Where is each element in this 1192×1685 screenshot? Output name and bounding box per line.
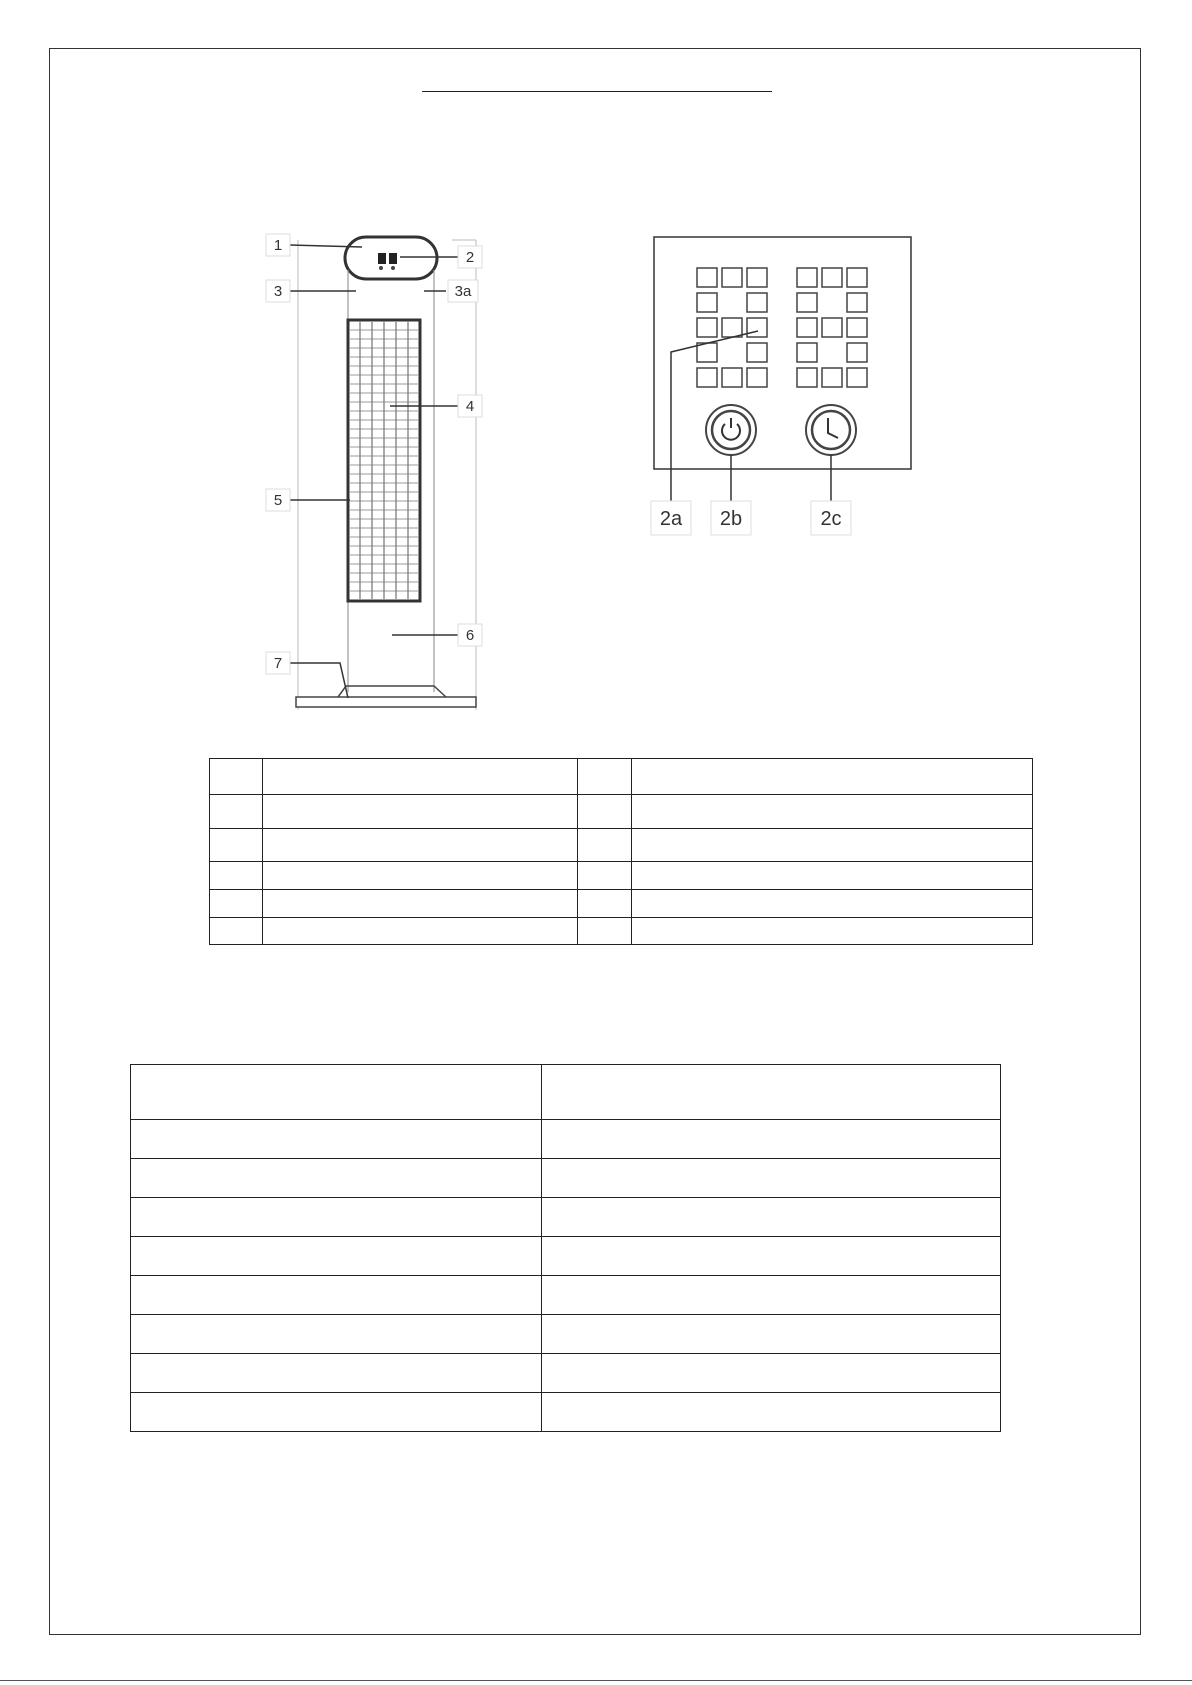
svg-text:3a: 3a: [454, 283, 472, 300]
display-segment: [697, 293, 717, 312]
display-segment: [722, 268, 742, 287]
table-row: [131, 1315, 1001, 1354]
callout-3: [266, 280, 290, 302]
display-segment: [797, 268, 817, 287]
display-segment: [797, 318, 817, 337]
table-row: [131, 1198, 1001, 1237]
table-row: [210, 759, 1033, 795]
display-segment: [847, 368, 867, 387]
svg-text:2a: 2a: [659, 508, 683, 530]
svg-text:4: 4: [465, 398, 475, 415]
table-row: [210, 862, 1033, 890]
display-segment: [747, 293, 767, 312]
display-segment: [797, 293, 817, 312]
svg-text:7: 7: [273, 655, 283, 672]
callout-4: [458, 395, 482, 417]
callout-5: [266, 489, 290, 511]
display-segment: [722, 368, 742, 387]
table-row: [131, 1237, 1001, 1276]
display-segment: [847, 343, 867, 362]
callout-2b: [711, 501, 751, 535]
parts-table: [209, 758, 1033, 945]
control-panel-detail: [651, 237, 911, 535]
control-panel-frame: [654, 237, 911, 469]
display-segment: [697, 343, 717, 362]
table-row: [210, 795, 1033, 829]
callout-1: [266, 234, 290, 256]
display-segment: [697, 268, 717, 287]
callout-2: [458, 246, 482, 268]
table-row: [131, 1354, 1001, 1393]
table-row: [131, 1393, 1001, 1432]
svg-text:1: 1: [273, 237, 283, 254]
power-icon: [706, 405, 756, 455]
display-segment: [797, 343, 817, 362]
callout-2a: [651, 501, 691, 535]
specifications-table: [130, 1064, 1001, 1432]
display-segment: [747, 268, 767, 287]
display-segment: [822, 368, 842, 387]
display-segment: [747, 368, 767, 387]
callout-7: [266, 652, 290, 674]
table-row: [131, 1120, 1001, 1159]
clock-icon: [806, 405, 856, 455]
display-segment: [697, 318, 717, 337]
display-digit-left: [697, 268, 767, 387]
svg-text:2b: 2b: [719, 508, 743, 530]
table-row: [131, 1276, 1001, 1315]
display-segment: [797, 368, 817, 387]
svg-text:6: 6: [465, 627, 475, 644]
table-row: [131, 1159, 1001, 1198]
display-segment: [722, 318, 742, 337]
display-segment: [847, 318, 867, 337]
display-segment: [847, 268, 867, 287]
display-segment: [822, 318, 842, 337]
display-segment: [822, 268, 842, 287]
display-segment: [697, 368, 717, 387]
svg-text:5: 5: [273, 492, 283, 509]
display-segment: [747, 343, 767, 362]
tower-fan-diagram: [266, 234, 482, 710]
display-segment: [847, 293, 867, 312]
table-row: [131, 1065, 1001, 1120]
callout-2c: [811, 501, 851, 535]
table-row: [210, 829, 1033, 862]
table-row: [210, 918, 1033, 945]
table-row: [210, 890, 1033, 918]
page-bottom-edge: [0, 1680, 1192, 1681]
display-segment: [747, 318, 767, 337]
callout-6: [458, 624, 482, 646]
callout-3a: [448, 280, 478, 302]
svg-text:2c: 2c: [820, 508, 842, 530]
svg-text:3: 3: [273, 283, 283, 300]
svg-text:2: 2: [465, 249, 475, 266]
display-digit-right: [797, 268, 867, 387]
fan-base: [338, 686, 446, 697]
